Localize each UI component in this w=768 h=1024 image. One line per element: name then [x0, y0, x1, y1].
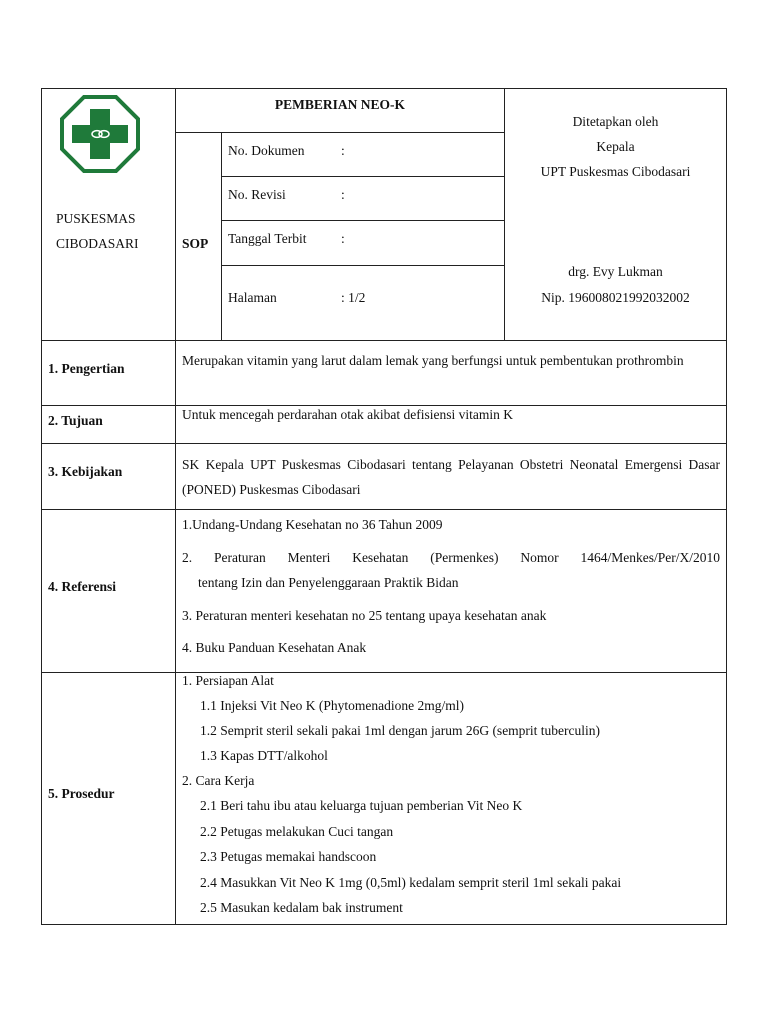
prosedur-step: 2.5 Masukan kedalam bak instrument [200, 900, 403, 915]
section-label-pengertian: 1. Pengertian [48, 361, 125, 376]
prosedur-step: 2.2 Petugas melakukan Cuci tangan [200, 824, 394, 839]
approval-block [505, 114, 726, 189]
approval-line1: Ditetapkan oleh [572, 114, 659, 129]
puskesmas-cross-logo-icon [60, 95, 140, 173]
section-label-tujuan: 2. Tujuan [48, 413, 103, 428]
approval-line3: UPT Puskesmas Cibodasari [540, 164, 691, 179]
referensi-item-3: 3. Peraturan menteri kesehatan no 25 tentang upaya kesehatan anak [182, 608, 547, 623]
prosedur-step: 2.3 Petugas memakai handscoon [200, 849, 377, 864]
section-text-pengertian: Merupakan vitamin yang larut dalam lemak yang berfungsi untuk pembentukan prothrombin [182, 353, 684, 368]
referensi-item-2: 2. Peraturan Menteri Kesehatan (Permenkes) Nomor 1464/Menkes/Per/X/2010 [182, 550, 720, 565]
sop-label: SOP [182, 236, 209, 251]
prosedur-step: 1.2 Semprit steril sekali pakai 1ml dengan jarum 26G (semprit tuberculin) [200, 723, 601, 738]
section-label-referensi: 4. Referensi [48, 579, 116, 594]
approval-line2: Kepala [596, 139, 635, 154]
field-value-no-revisi: : [341, 187, 345, 202]
prosedur-step: 1.1 Injeksi Vit Neo K (Phytomenadione 2mg/ml) [200, 698, 465, 713]
section-text-tujuan: Untuk mencegah perdarahan otak akibat defisiensi vitamin K [182, 407, 514, 422]
field-label-no-revisi: No. Revisi [228, 187, 286, 202]
field-value-halaman: : 1/2 [341, 290, 366, 305]
prosedur-step: 2.1 Beri tahu ibu atau keluarga tujuan pemberian Vit Neo K [200, 798, 523, 813]
prosedur-heading-1: 1. Persiapan Alat [182, 673, 274, 688]
institution-name-line1: PUSKESMAS [56, 211, 136, 226]
field-label-halaman: Halaman [228, 290, 277, 305]
institution-name-line2: CIBODASARI [56, 236, 139, 251]
document-title: PEMBERIAN NEO-K [274, 97, 406, 112]
prosedur-heading-2: 2. Cara Kerja [182, 773, 255, 788]
section-label-prosedur: 5. Prosedur [48, 786, 115, 801]
prosedur-step: 1.3 Kapas DTT/alkohol [200, 748, 328, 763]
section-text-kebijakan: SK Kepala UPT Puskesmas Cibodasari tentang Pelayanan Obstetri Neonatal Emergensi Dasar (PONED) Puskesmas Cibodasari [182, 457, 720, 497]
section-label-kebijakan: 3. Kebijakan [48, 464, 123, 479]
field-label-no-dokumen: No. Dokumen [228, 143, 305, 158]
referensi-item-4: 4. Buku Panduan Kesehatan Anak [182, 640, 367, 655]
field-label-tanggal-terbit: Tanggal Terbit [228, 231, 307, 246]
approver-nip: Nip. 196008021992032002 [541, 290, 690, 305]
field-value-no-dokumen: : [341, 143, 345, 158]
referensi-item-2-cont: tentang Izin dan Penyelenggaraan Praktik Bidan [198, 575, 459, 590]
referensi-item-1: 1.Undang-Undang Kesehatan no 36 Tahun 2009 [182, 517, 443, 532]
field-value-tanggal-terbit: : [341, 231, 345, 246]
approver-name: drg. Evy Lukman [568, 264, 663, 279]
prosedur-step: 2.4 Masukkan Vit Neo K 1mg (0,5ml) kedalam semprit steril 1ml sekali pakai [200, 875, 622, 890]
